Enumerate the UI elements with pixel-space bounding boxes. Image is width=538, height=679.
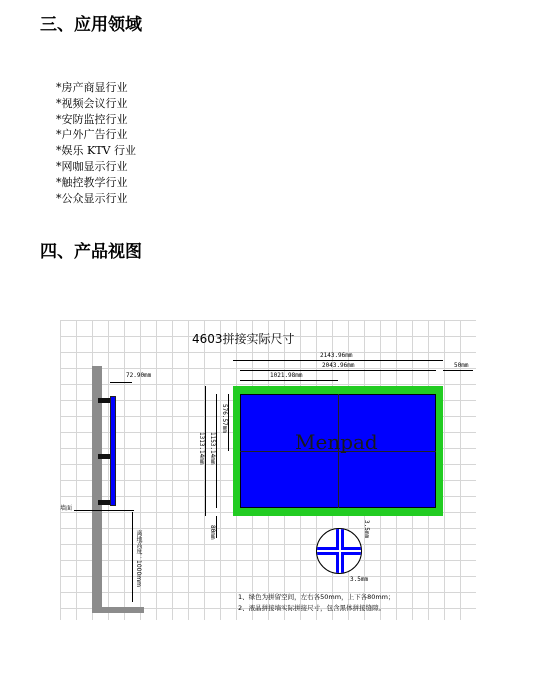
section-4-heading: 四、产品视图 bbox=[40, 242, 142, 262]
section-3-heading: 三、应用领域 bbox=[40, 15, 142, 35]
diagram-title: 4603拼接实际尺寸 bbox=[192, 332, 295, 346]
list-item: *房产商显行业 bbox=[56, 81, 128, 94]
list-item: *网咖显示行业 bbox=[56, 159, 128, 173]
dim-line bbox=[443, 370, 473, 371]
mount-bracket bbox=[98, 500, 110, 505]
wall-leader-line bbox=[74, 510, 134, 511]
dim-line bbox=[216, 516, 217, 538]
screen-height-label: 1153.14mm bbox=[209, 432, 216, 465]
application-list bbox=[56, 80, 136, 206]
list-item: *户外广告行业 bbox=[56, 128, 128, 142]
list-item: *视频会议行业 bbox=[56, 96, 128, 110]
dim-line bbox=[205, 386, 206, 516]
dim-line bbox=[240, 380, 338, 381]
screen-width-label: 2043.96mm bbox=[322, 362, 355, 369]
panel-height-label: 576.57mm bbox=[221, 404, 228, 433]
total-width-label: 2143.96mm bbox=[320, 352, 353, 359]
list-item: *公众显示行业 bbox=[56, 191, 128, 205]
list-item: *安防监控行业 bbox=[56, 112, 128, 126]
depth-dim-line bbox=[110, 382, 132, 383]
dim-line bbox=[216, 394, 217, 508]
depth-dim-label: 72.90mm bbox=[126, 372, 152, 379]
floor-height-dim-line bbox=[132, 512, 133, 602]
gap-detail-circle bbox=[316, 528, 362, 574]
dim-line bbox=[228, 394, 229, 451]
floor-base bbox=[92, 607, 144, 613]
gap-horizontal-label: 3.5mm bbox=[350, 576, 369, 583]
list-item: *触控教学行业 bbox=[56, 175, 128, 189]
gap-vertical-label: 3.5mm bbox=[363, 520, 370, 539]
splice-dimension-diagram bbox=[60, 320, 476, 620]
total-height-label: 1313.14mm bbox=[198, 432, 205, 465]
note-2: 2、液晶拼接墙实际拼接尺寸，包含黑体拼接缝隙。 bbox=[238, 604, 386, 612]
note-1: 1、绿色为拼留空间，左右各50mm，上下各80mm； bbox=[238, 593, 395, 601]
side-panel bbox=[110, 396, 116, 506]
list-item: *娱乐 KTV 行业 bbox=[56, 144, 136, 158]
mount-bracket bbox=[98, 398, 110, 403]
wall-label: 墙面 bbox=[60, 505, 73, 512]
panel-width-label: 1021.98mm bbox=[270, 372, 303, 379]
dim-line bbox=[233, 360, 443, 361]
mount-bracket bbox=[98, 454, 110, 459]
bottom-margin-label: 80mm bbox=[209, 525, 216, 540]
wall-side-view bbox=[92, 366, 102, 613]
floor-height-label: 离地高度：1000mm bbox=[135, 530, 142, 587]
brand-watermark: Menpad bbox=[295, 430, 378, 454]
margin-label: 50mm bbox=[454, 362, 469, 369]
dim-line bbox=[240, 370, 436, 371]
